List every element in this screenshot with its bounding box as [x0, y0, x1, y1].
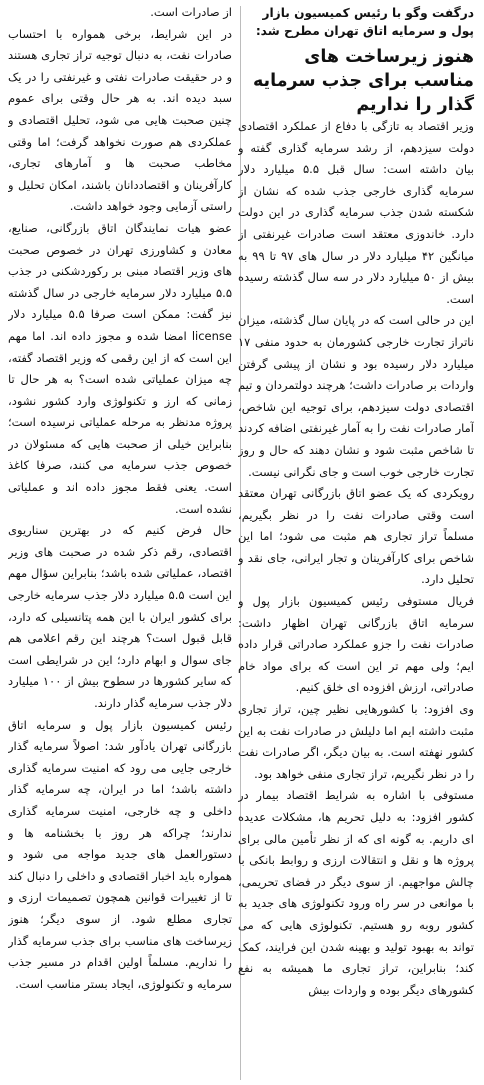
article-body-right-column [238, 116, 474, 1082]
paragraph: فریال مستوفی رئیس کمیسیون بازار پول و سرمایه اتاق بازرگانی تهران اظهار داشت: صادرات نفت را جزو عملکرد صادراتی قرار داده ایم؛ ولی مهم تر این است که برای مواد خام صادراتی، ارزش افزوده ای خلق کنیم. [238, 594, 474, 695]
article-kicker: درگفت وگو با رئیس کمیسیون بازار پول و سرمایه اتاق تهران مطرح شد: [255, 6, 474, 38]
paragraph: رئیس کمیسیون بازار پول و سرمایه اتاق بازرگانی تهران یادآور شد: اصولاً سرمایه گذار خارجی جایی می رود که امنیت سرمایه گذاری داشته باشد؛ اما در ایران، چه سرمایه گذار داخلی و چه خارجی، امنیت سرمایه گذاری ندارند؛ چراکه هر روز با بخشنامه ها و دستورالعمل های جدید مواجه می شود و همواره باید اخبار اقتصادی و داخلی را دنبال کند تا از تغییرات قوانین همچون تصمیمات ارزی و تجاری مطلع شود. از سوی دیگر؛ هنوز زیرساخت های مناسب برای جذب سرمایه گذار را نداریم. مسلماً اولین اقدام در مسیر جذب سرمایه و تکنولوژی، ایجاد بستر مناسب است. [8, 717, 232, 991]
paragraph: وزیر اقتصاد به تازگی با دفاع از عملکرد اقتصادی دولت سیزدهم، از رشد سرمایه گذاری گفته و بیان داشته است: سال قبل ۵.۵ میلیارد دلار سرمایه گذاری خارجی جذب شده که نشان از شکسته شدن جذب سرمایه گذاری در این دولت دارد. خاندوزی معتقد است صادرات غیرنفتی از میانگین ۴۲ میلیارد دلار در سال های ۹۷ تا ۹۹ به بیش از ۵۰ میلیارد دلار در سه سال گذشته رسیده است. [238, 119, 474, 306]
paragraph: رویکردی که یک عضو اتاق بازرگانی تهران معتقد است وقتی صادرات نفت را در نظر بگیریم، مسلماً تراز تجاری هم مثبت می شود؛ اما این شاخص برای کارآفرینان و تجار ایرانی، جای نقد و تحلیل دارد. [238, 486, 474, 587]
paragraph: مستوفی با اشاره به شرایط اقتصاد بیمار در کشور افزود: به دلیل تحریم ها، مشکلات عدیده ای داریم. به گونه ای که از نظر تأمین مالی برای پروژه ها و نقل و انتقالات ارزی و روابط بانکی با چالش مواجهیم. از سوی دیگر در فضای تحریمی، با موانعی در سر راه ورود تکنولوژی های جدید به کشور روبه رو هستیم. تکنولوژی هایی که می تواند به بهبود تولید و بهینه شدن این فرایند، کمک کند؛ بنابراین، تراز تجاری ما همیشه به نفع کشورهای دیگر بوده و واردات بیش [238, 788, 474, 997]
paragraph: این در حالی است که در پایان سال گذشته، میزان ناتراز تجارت خارجی کشورمان به حدود منفی ۱۷ میلیارد دلار رسیده بود و نشان از پیشی گرفتن واردات بر صادرات داشت؛ هرچند دولتمردان و تیم اقتصادی دولت سیزدهم، برای توجیه این شاخص، آمار صادرات نفت را به آمار غیرنفتی اضافه کردند تا شاخص مثبت شود و نشان دهند که حال و روز تجارت خارجی خوب است و جای نگرانی نیست. [238, 313, 474, 479]
paragraph: حال فرض کنیم که در بهترین سناریوی اقتصادی، رقم ذکر شده در صحبت های وزیر اقتصاد، عملیاتی شده باشد؛ بنابراین سؤال مهم این است ۵.۵ میلیارد دلار جذب سرمایه خارجی برای کشور ایران با این همه پتانسیلی که دارد، قابل قبول است؟ هرچند این رقم اعلامی هم جای سوال و ابهام دارد؛ این در شرایطی است که سایر کشورها در سطوح بیش از ۱۰۰ میلیارد دلار جذب سرمایه گذار دارند. [8, 523, 232, 710]
paragraph: عضو هیات نمایندگان اتاق بازرگانی، صنایع، معادن و کشاورزی تهران در خصوص صحبت های وزیر اقتصاد مبنی بر رکوردشکنی در جذب ۵.۵ میلیارد دلار سرمایه خارجی در سال گذشته نیز گفت: ممکن است صرفا ۵.۵ میلیارد دلار license امضا شده و مجوز داده اند. اما مهم این است که از این رقمی که وزیر اقتصاد گفته، چه میزان عملیاتی شده است؟ به هر حال تا زمانی که ارز و تکنولوژی وارد کشور نشود، پروژه مدنظر به مرحله عملیاتی نرسیده است؛ بنابراین خیلی از صحبت هایی که مسئولان در خصوص جذب سرمایه می کنند، صرفا کاغذ است. یعنی فقط مجوز داده اند و عملیاتی نشده است. [8, 220, 232, 516]
paragraph: در این شرایط، برخی همواره با احتساب صادرات نفت، به دنبال توجیه تراز تجاری هستند و در حقیقت صادرات نفتی و غیرنفتی را در یک سبد دیده اند. به هر حال وقتی برای عموم چنین صحبت هایی می شود، تحلیل اقتصادی و عملکردی هم صورت نخواهد گرفت؛ اما وقتی مخاطب صحبت ها و آمارهای تجاری، کارآفرینان و اقتصاددانان باشند، امکان تحلیل و راستی آزمایی وجود خواهد داشت. [8, 26, 232, 214]
article-headline: هنوز زیرساخت های مناسب برای جذب سرمایه گذار را نداریم [252, 47, 474, 115]
article-body-left-column [8, 2, 232, 1082]
paragraph: از صادرات است. [150, 5, 232, 19]
paragraph: وی افزود: با کشورهایی نظیر چین، تراز تجاری مثبت داشته ایم اما دلیلش در صادرات نفت به این کشور نهفته است. به بیان دیگر، اگر صادرات نفت را در نظر نگیریم، تراز تجاری منفی خواهد بود. [238, 702, 474, 781]
